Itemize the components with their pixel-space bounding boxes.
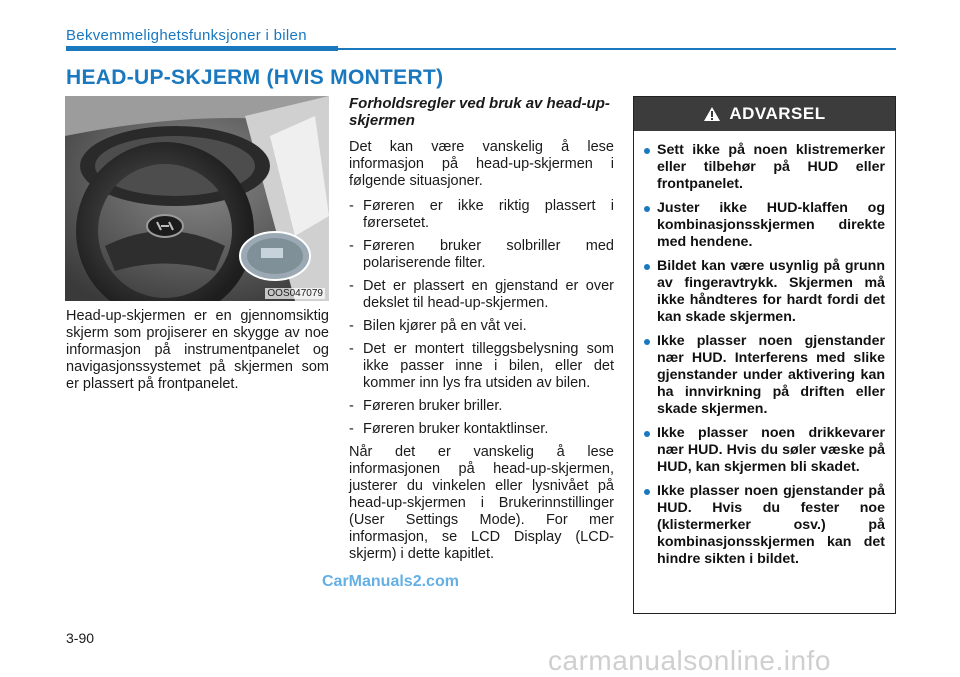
dashboard-photo xyxy=(65,96,329,301)
warning-item xyxy=(644,333,885,418)
header-rule-thick xyxy=(66,46,338,51)
dashboard-illustration xyxy=(65,96,329,301)
warning-item xyxy=(644,483,885,568)
warning-list xyxy=(634,131,895,568)
warning-item-text: Sett ikke på noen klistremerker eller tilbehør på HUD eller frontpanelet. xyxy=(657,142,885,192)
warning-triangle-icon xyxy=(703,106,721,122)
precautions-column xyxy=(349,95,614,571)
list-item: - Føreren bruker solbriller med polariserende filter. xyxy=(349,238,614,272)
warning-item-text: Ikke plasser noen drikkevarer nær HUD. Hvis du søler væske på HUD, kan skjermen bli skadet. xyxy=(657,425,885,475)
precautions-list xyxy=(349,198,614,438)
bullet-icon xyxy=(644,264,650,270)
warning-item-text: Bildet kan være usynlig på grunn av fingeravtrykk. Skjermen må ikke håndteres for hardt fordi det kan skade skjermen. xyxy=(657,258,885,325)
warning-item-text: Ikke plasser noen gjenstander på HUD. Hvis du fester noe (klistermerker osv.) på kombinasjonsskjermen kan det hindre sikten i bildet. xyxy=(657,483,885,567)
section-title: Bekvemmelighetsfunksjoner i bilen xyxy=(66,27,307,44)
page-number: 3-90 xyxy=(66,630,95,646)
watermark-site: carmanualsonline.info xyxy=(548,645,831,676)
intro-paragraph: Head-up-skjermen er en gjennomsiktig skjerm som projiserer en skygge av noe informasjon på instrumentpanelet og navigasjonssystemet på skjermen som er plassert på frontpanelet. xyxy=(66,308,329,392)
bullet-icon xyxy=(644,206,650,212)
list-item: - Føreren er ikke riktig plassert i førersetet. xyxy=(349,198,614,232)
warning-item xyxy=(644,200,885,251)
warning-item-text: Juster ikke HUD-klaffen og kombinasjonsskjermen direkte med hendene. xyxy=(657,200,885,250)
warning-box xyxy=(633,96,896,614)
list-item: - Føreren bruker briller. xyxy=(349,398,614,415)
warning-title: ADVARSEL xyxy=(729,104,826,123)
watermark-link[interactable]: CarManuals2.com xyxy=(322,573,459,590)
bullet-icon xyxy=(644,431,650,437)
warning-item xyxy=(644,142,885,193)
bullet-icon xyxy=(644,489,650,495)
precautions-heading: Forholdsregler ved bruk av head-up-skjermen xyxy=(349,95,610,129)
header-rule-thin xyxy=(338,48,896,50)
list-item: - Føreren bruker kontaktlinser. xyxy=(349,421,614,438)
precautions-closing: Når det er vanskelig å lese informasjonen på head-up-skjermen, justerer du vinkelen eller lysnivået på head-up-skjermen i Brukerinnstillinger (User Settings Mode). For mer informasjon, se LCD Display (LCD-skjerm) i dette kapitlet. xyxy=(349,444,614,562)
warning-item-text: Ikke plasser noen gjenstander nær HUD. Interferens med slike gjenstander under aktivering kan ha innvirkning på driften eller skade skjermen. xyxy=(657,333,885,417)
precautions-intro: Det kan være vanskelig å lese informasjon på head-up-skjermen i følgende situasjoner. xyxy=(349,139,614,189)
warning-item xyxy=(644,425,885,476)
list-item: - Det er montert tilleggsbelysning som ikke passer inne i bilen, eller det kommer inn lys fra utsiden av bilen. xyxy=(349,341,614,392)
warning-item xyxy=(644,258,885,326)
bullet-icon xyxy=(644,148,650,154)
list-item: - Bilen kjører på en våt vei. xyxy=(349,318,614,335)
warning-header xyxy=(634,97,895,131)
figure-code: OOS047079 xyxy=(267,288,323,299)
page-title: HEAD-UP-SKJERM (HVIS MONTERT) xyxy=(66,66,444,89)
bullet-icon xyxy=(644,339,650,345)
list-item: - Det er plassert en gjenstand er over dekslet til head-up-skjermen. xyxy=(349,278,614,312)
